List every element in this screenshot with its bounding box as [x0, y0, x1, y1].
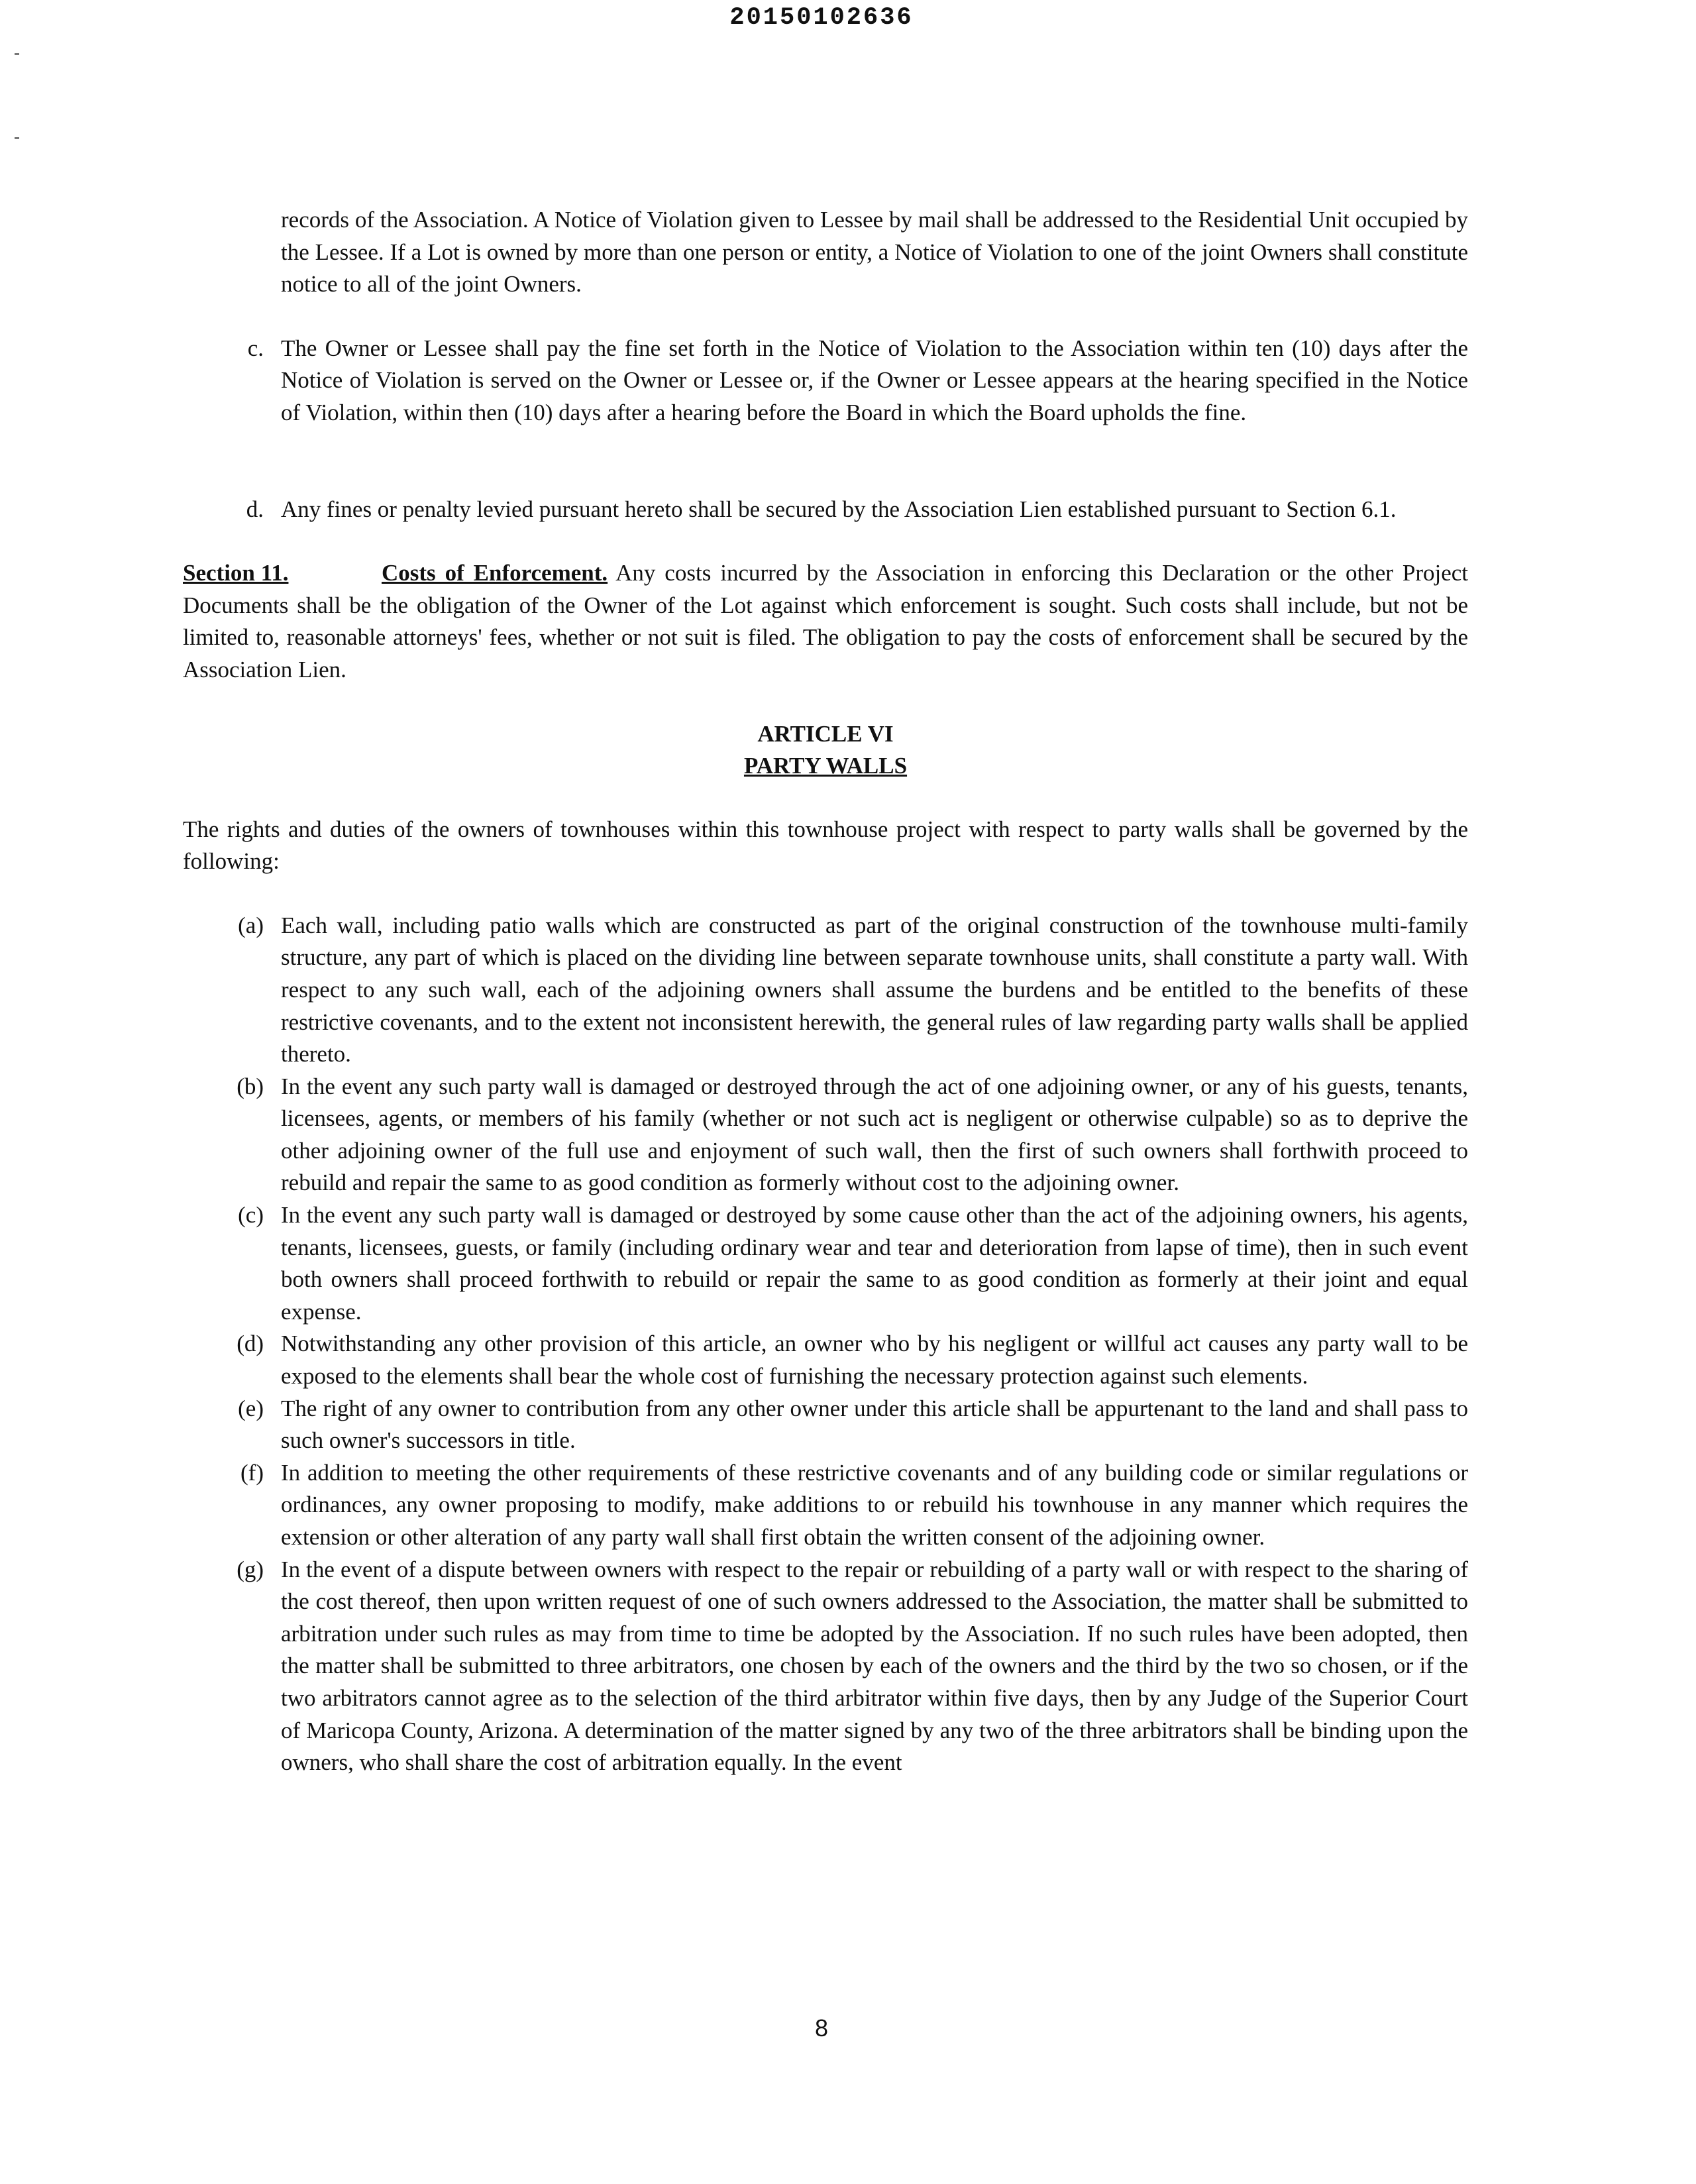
- list-item-text: In the event of a dispute between owners with respect to the repair or rebuilding of a party wall or with respect to the sharing of the cost thereof, then upon written request of one of such owners addressed to the Association, the matter shall be submitted to arbitration under such rules as may from time to time be adopted by the Association. If no such rules have been adopted, then the matter shall be submitted to three arbitrators, one chosen by each of the owners and the third by the two so chosen, or if the two arbitrators cannot agree as to the selection of the third arbitrator within five days, then by any Judge of the Superior Court of Maricopa County, Arizona. A determination of the matter signed by any two of the three arbitrators shall be binding upon the owners, who shall share the cost of arbitration equally. In the event: [281, 1556, 1468, 1776]
- section-label: Section 11.: [183, 560, 289, 586]
- list-marker: (b): [237, 1073, 264, 1099]
- list-item-text: The right of any owner to contribution from any other owner under this article shall be appurtenant to the land and shall pass to such owner's successors in title.: [281, 1395, 1468, 1454]
- list-item-text: In the event any such party wall is damaged or destroyed by some cause other than the act of the adjoining owners, his agents, tenants, licensees, guests, or family (including ordinary wear and tear and deterioration from lapse of time), then in such event both owners shall proceed forthwith to rebuild or repair the same to as good condition as formerly at their joint and equal expense.: [281, 1202, 1468, 1325]
- list-marker: (d): [237, 1331, 264, 1357]
- article-number: ARTICLE VI: [757, 720, 894, 747]
- party-wall-list: [183, 910, 1468, 1779]
- list-item-g: [183, 1554, 1468, 1779]
- list-item-text: Notwithstanding any other provision of this article, an owner who by his negligent or willful act causes any party wall to be exposed to the elements shall bear the whole cost of furnishing the necessary protection against such elements.: [281, 1331, 1468, 1390]
- list-marker: d.: [246, 496, 264, 522]
- list-item-text: The Owner or Lessee shall pay the fine set forth in the Notice of Violation to the Association within ten (10) days after the Notice of Violation is served on the Owner or Lessee or, if the Owner or Lessee appears at the hearing specified in the Notice of Violation, within then (10) days after a hearing before the Board in which the Board upholds the fine.: [281, 335, 1468, 425]
- section-title: Costs of Enforcement.: [382, 560, 608, 586]
- list-item-d: [183, 494, 1468, 526]
- list-item-b: [183, 1071, 1468, 1199]
- list-item-f: [183, 1457, 1468, 1554]
- list-item-text: In the event any such party wall is damaged or destroyed through the act of one adjoining owner, or any of his guests, tenants, licensees, agents, or members of his family (whether or not such act is negligent or otherwise culpable) so as to deprive the other adjoining owner of the full use and enjoyment of such wall, then the first of such owners shall forthwith proceed to rebuild and repair the same to as good condition as formerly without cost to the adjoining owner.: [281, 1073, 1468, 1196]
- list-marker: (f): [240, 1459, 264, 1486]
- article-title: PARTY WALLS: [743, 752, 908, 779]
- list-item-a: [183, 910, 1468, 1071]
- recording-number: 20150102636: [729, 4, 914, 32]
- list-item-d: [183, 1328, 1468, 1392]
- article-heading: [183, 718, 1468, 782]
- list-item-e: [183, 1393, 1468, 1457]
- list-item-text: In addition to meeting the other requirements of these restrictive covenants and of any building code or similar regulations or ordinances, any owner proposing to modify, make additions to or rebuild his townhouse in any manner which requires the extension or other alteration of any party wall shall first obtain the written consent of the adjoining owner.: [281, 1459, 1468, 1550]
- list-marker: (e): [238, 1395, 264, 1421]
- list-marker: (a): [238, 912, 264, 938]
- scan-artifact: [15, 137, 19, 139]
- list-marker: (g): [237, 1556, 264, 1582]
- list-item-c: [183, 1199, 1468, 1328]
- article-intro: The rights and duties of the owners of townhouses within this townhouse project with respect to party walls shall be governed by the following:: [183, 816, 1468, 875]
- continuation-paragraph: records of the Association. A Notice of Violation given to Lessee by mail shall be addressed to the Residential Unit occupied by the Lessee. If a Lot is owned by more than one person or entity, a Notice of Violation to one of the joint Owners shall constitute notice to all of the joint Owners.: [281, 207, 1468, 298]
- list-item-text: Each wall, including patio walls which are constructed as part of the original construction of the townhouse multi-family structure, any part of which is placed on the dividing line between separate townhouse units, shall constitute a party wall. With respect to any such wall, each of the adjoining owners shall assume the burdens and be entitled to the benefits of these restrictive covenants, and to the extent not inconsistent herewith, the general rules of law regarding party walls shall be applied thereto.: [281, 912, 1468, 1067]
- list-item-c: [183, 333, 1468, 429]
- page-number: 8: [814, 2014, 829, 2042]
- list-item-text: Any fines or penalty levied pursuant hereto shall be secured by the Association Lien established pursuant to Section 6.1.: [281, 496, 1397, 522]
- section-body: Any costs incurred by the Association in enforcing this Declaration or the other Project Documents shall be the obligation of the Owner of the Lot against which enforcement is sought. Such costs shall include, but not be limited to, reasonable attorneys' fees, whether or not suit is filed. The obligation to pay the costs of enforcement shall be secured by the Association Lien.: [183, 560, 1468, 682]
- list-marker: c.: [247, 335, 264, 361]
- document-body: [183, 204, 1468, 1779]
- list-marker: (c): [238, 1202, 264, 1228]
- scan-artifact: [15, 53, 19, 55]
- section-11-paragraph: [183, 557, 1468, 686]
